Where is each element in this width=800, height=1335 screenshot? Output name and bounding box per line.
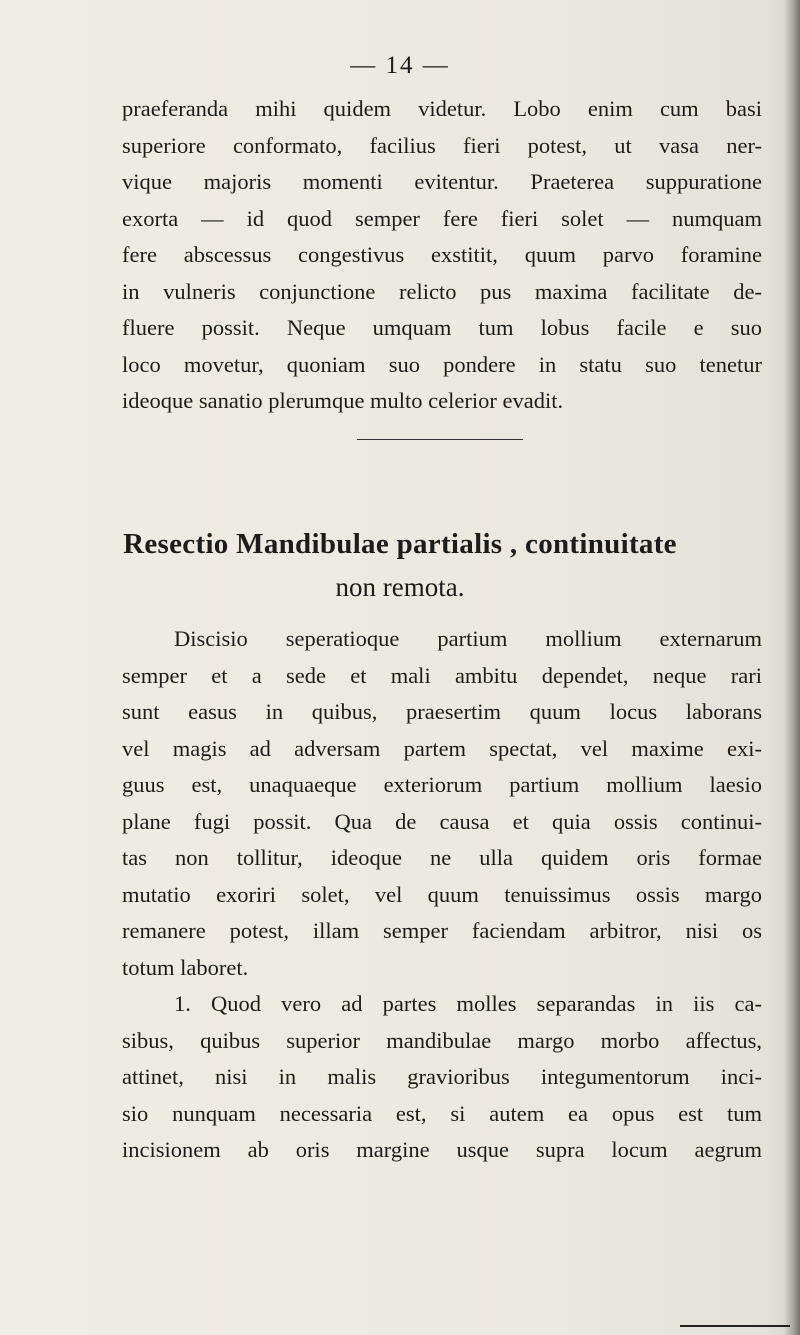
text-line: vique majoris momenti evitentur. Praeterea suppuratione (122, 169, 762, 194)
text-line: sio nunquam necessaria est, si autem ea opus est tum (122, 1100, 762, 1126)
text-line: sibus, quibus superior mandibulae margo morbo affectus, (122, 1027, 762, 1053)
page-number: — 14 — (350, 52, 450, 79)
page-bottom-rule (680, 1325, 790, 1327)
page-edge-shadow (784, 0, 800, 1335)
text-line: guus est, unaquaeque exteriorum partium mollium laesio (122, 772, 762, 797)
text-line: remanere potest, illam semper faciendam arbitror, nisi os (122, 918, 762, 943)
paragraph-continued (122, 91, 762, 420)
text-line: Discisio seperatioque partium mollium externarum (174, 626, 762, 651)
section-divider (357, 439, 523, 440)
section-title: Resectio Mandibulae partialis , continuitate (123, 528, 677, 560)
text-line: mutatio exoriri solet, vel quum tenuissimus ossis margo (122, 881, 762, 907)
text-line: attinet, nisi in malis gravioribus integumentorum inci- (122, 1064, 762, 1089)
text-line: in vulneris conjunctione relicto pus maxima facilitate de- (122, 278, 762, 304)
section-subtitle: non remota. (335, 572, 465, 602)
text-line: tas non tollitur, ideoque ne ulla quidem oris formae (122, 845, 762, 870)
text-line: semper et a sede et mali ambitu dependet, neque rari (122, 662, 762, 688)
text-line: exorta — id quod semper fere fieri solet — numquam (122, 205, 762, 231)
text-line: fluere possit. Neque umquam tum lobus facile e suo (122, 315, 762, 340)
text-line: totum laboret. (122, 954, 249, 980)
text-line: sunt easus in quibus, praesertim quum locus laborans (122, 699, 762, 724)
text-line: loco movetur, quoniam suo pondere in statu suo tenetur (122, 351, 762, 377)
section-body (122, 621, 762, 1169)
text-line: 1. Quod vero ad partes molles separandas in iis ca- (174, 991, 762, 1016)
text-line: praeferanda mihi quidem videtur. Lobo enim cum basi (122, 96, 762, 121)
text-line: ideoque sanatio plerumque multo celerior evadit. (122, 388, 564, 413)
text-line: vel magis ad adversam partem spectat, vel maxime exi- (122, 735, 762, 761)
text-line: plane fugi possit. Qua de causa et quia ossis continui- (122, 808, 762, 834)
text-line: fere abscessus congestivus exstitit, quum parvo foramine (122, 242, 762, 267)
text-line: incisionem ab oris margine usque supra locum aegrum (122, 1137, 762, 1162)
text-line: superiore conformato, facilius fieri potest, ut vasa ner- (122, 132, 762, 158)
